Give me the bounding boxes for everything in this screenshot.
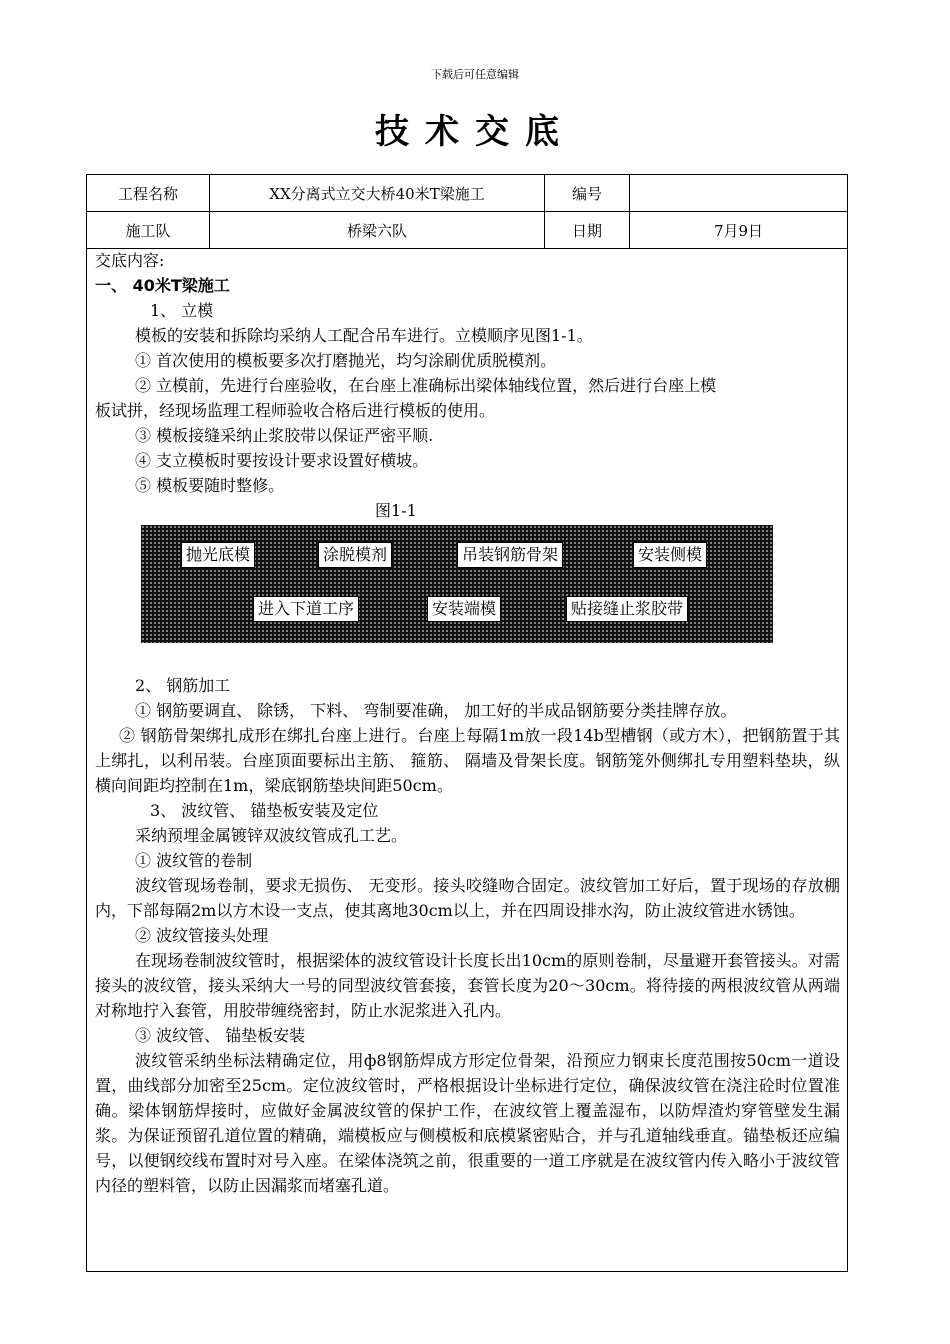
s2-title: 2、 钢筋加工 [135, 676, 231, 695]
project-value: XX分离式立交大桥40米T梁施工 [210, 175, 545, 212]
content [95, 248, 840, 1198]
figure-caption: 图1-1 [375, 501, 417, 520]
s1-p4: ④ 支立模板时要按设计要求设置好横坡。 [135, 451, 429, 470]
s1-p1: ① 首次使用的模板要多次打磨抛光，均匀涂刷优质脱模剂。 [135, 351, 557, 370]
s3-p3: 波纹管采纳坐标法精确定位，用ф8钢筋焊成方形定位骨架，沿预应力钢束长度范围按50cm一道设置，曲线部分加密至25cm。定位波纹管时，严格根据设计坐标进行定位，确保波纹管在浇注砼时位置准确。梁体钢筋焊接时，应做好金属波纹管的保护工作，在波纹管上覆盖湿布，以防焊渣灼穿管壁发生漏浆。为保证预留孔道位置的精确，端模板应与侧模板和底模紧密贴合，并与孔道轴线垂直。锚垫板还应编号，以便钢绞线布置时对号入座。在梁体浇筑之前，很重要的一道工序就是在波纹管内传入略小于波纹管内径的塑料管，以防止因漏浆而堵塞孔道。 [95, 1051, 840, 1195]
step-box-2: 涂脱模剂 [318, 542, 392, 568]
s1-p2a: ② 立模前，先进行台座验收，在台座上准确标出梁体轴线位置，然后进行台座上模 [135, 376, 717, 395]
step-box-3: 吊装钢筋骨架 [457, 542, 563, 568]
s1-p2b: 板试拼，经现场监理工程师验收合格后进行模板的使用。 [95, 401, 496, 420]
s3-p1: 波纹管现场卷制，要求无损伤、 无变形。接头咬缝吻合固定。波纹管加工好后，置于现场的存放棚内，下部每隔2m以方木设一支点，使其离地30cm以上，并在四周设排水沟，防止波纹管进水锈蚀。 [95, 876, 840, 920]
project-label: 工程名称 [87, 175, 210, 212]
step-box-4: 安装侧模 [633, 542, 707, 568]
step-box-7: 贴接缝止浆胶带 [566, 596, 688, 622]
number-label: 编号 [545, 175, 630, 212]
s2-p2: ② 钢筋骨架绑扎成形在绑扎台座上进行。台座上每隔1m放一段14b型槽钢（或方木），把钢筋置于其上绑扎，以利吊装。台座顶面要标出主筋、 箍筋、 隔墙及骨架长度。钢筋笼外侧绑扎专用塑料垫块，纵横向间距均控制在1m，梁底钢筋垫块间距50cm。 [95, 726, 840, 795]
step-box-1: 抛光底模 [181, 542, 255, 568]
content-heading: 交底内容: [95, 251, 165, 270]
number-value [630, 175, 848, 212]
step-box-5: 进入下道工序 [253, 596, 359, 622]
s3-p3-title: ③ 波纹管、 锚垫板安装 [135, 1026, 306, 1045]
s3-title: 3、 波纹管、 锚垫板安装及定位 [150, 801, 379, 820]
team-label: 施工队 [87, 212, 210, 249]
s2-p1: ① 钢筋要调直、 除锈， 下料、 弯制要准确， 加工好的半成品钢筋要分类挂牌存放。 [135, 701, 737, 720]
step-box-6: 安装端模 [427, 596, 501, 622]
header-note: 下载后可任意编辑 [431, 68, 519, 81]
section-title: 一、 40米T梁施工 [95, 276, 230, 295]
s1-p3: ③ 模板接缝采纳止浆胶带以保证严密平顺. [135, 426, 434, 445]
s3-p2-title: ② 波纹管接头处理 [135, 926, 269, 945]
page-title: 技术交底 [375, 112, 575, 152]
s3-p1-title: ① 波纹管的卷制 [135, 851, 253, 870]
info-table [86, 174, 848, 249]
s3-p2: 在现场卷制波纹管时，根据梁体的波纹管设计长度长出10cm的原则卷制，尽量避开套管接头。对需接头的波纹管，接头采纳大一号的同型波纹管套接，套管长度为20～30cm。将待接的两根波纹管从两端对称地拧入套管，用胶带缠绕密封，防止水泥浆进入孔内。 [95, 951, 840, 1020]
date-value: 7月9日 [630, 212, 848, 249]
date-label: 日期 [545, 212, 630, 249]
s1-p5: ⑤ 模板要随时整修。 [135, 476, 285, 495]
s1-p0: 模板的安装和拆除均采纳人工配合吊车进行。立模顺序见图1-1。 [135, 326, 593, 345]
s1-title: 1、 立模 [150, 301, 214, 320]
team-value: 桥梁六队 [210, 212, 545, 249]
s3-p0: 采纳预埋金属镀锌双波纹管成孔工艺。 [135, 826, 408, 845]
process-diagram [141, 525, 773, 643]
